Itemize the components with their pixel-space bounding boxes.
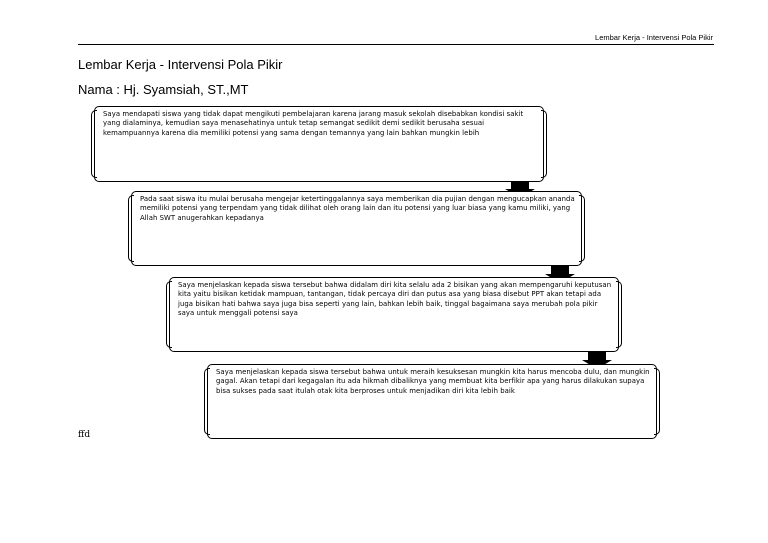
footnote-text: ffd [78,430,91,440]
process-step-3 [169,277,619,352]
author-name-line: Nama : Hj. Syamsiah, ST.,MT [78,82,249,97]
header-divider [78,44,714,45]
process-step-4 [207,364,657,439]
process-step-text: Saya mendapati siswa yang tidak dapat mengikuti pembelajaran karena jarang masuk sekolah disebabkan kondisi sakit yang dialaminya, kemudian saya menasehatinya untuk tetap semangat sedikit demi sedikit berusaha sesuai kemampuannya karena dia memiliki potensi yang sama dengan temannya yang lain bahkan mungkin lebih [103,110,524,137]
process-step-text: Saya menjelaskan kepada siswa tersebut bahwa untuk meraih kesuksesan mungkin kita harus mencoba dulu, dan mungkin gagal. Akan tetapi dari kegagalan itu ada hikmah dibaliknya yang membuat kita berfikir apa yang harus dilakukan supaya bisa sukses pada saat itulah otak kita berproses untuk menjadikan diri kita lebih baik [216,368,650,395]
document-title: Lembar Kerja - Intervensi Pola Pikir [78,57,283,72]
process-step-1 [94,106,544,182]
process-step-text: Saya menjelaskan kepada siswa tersebut bahwa didalam diri kita selalu ada 2 bisikan yang akan mempengaruhi keputusan kita yaitu bisikan ketidak mampuan, tantangan, tidak percaya diri dan putus asa yang biasa disebut PPT akan tetapi ada juga bisikan hati bahwa saya juga bisa seperti yang lain, bahkan lebih baik, tinggal bagaimana saya merubah pola pikir saya untuk menggali potensi saya [178,281,612,317]
process-step-2 [131,191,582,266]
process-step-text: Pada saat siswa itu mulai berusaha mengejar ketertinggalannya saya memberikan dia pujian dengan mengucapkan ananda memiliki potensi yang terpendam yang tidak dilihat oleh orang lain dan itu potensi yang luar biasa yang kamu miliki, yang Allah SWT anugerahkan kepadanya [140,195,575,222]
running-header: Lembar Kerja - Intervensi Pola Pikir [595,33,713,42]
